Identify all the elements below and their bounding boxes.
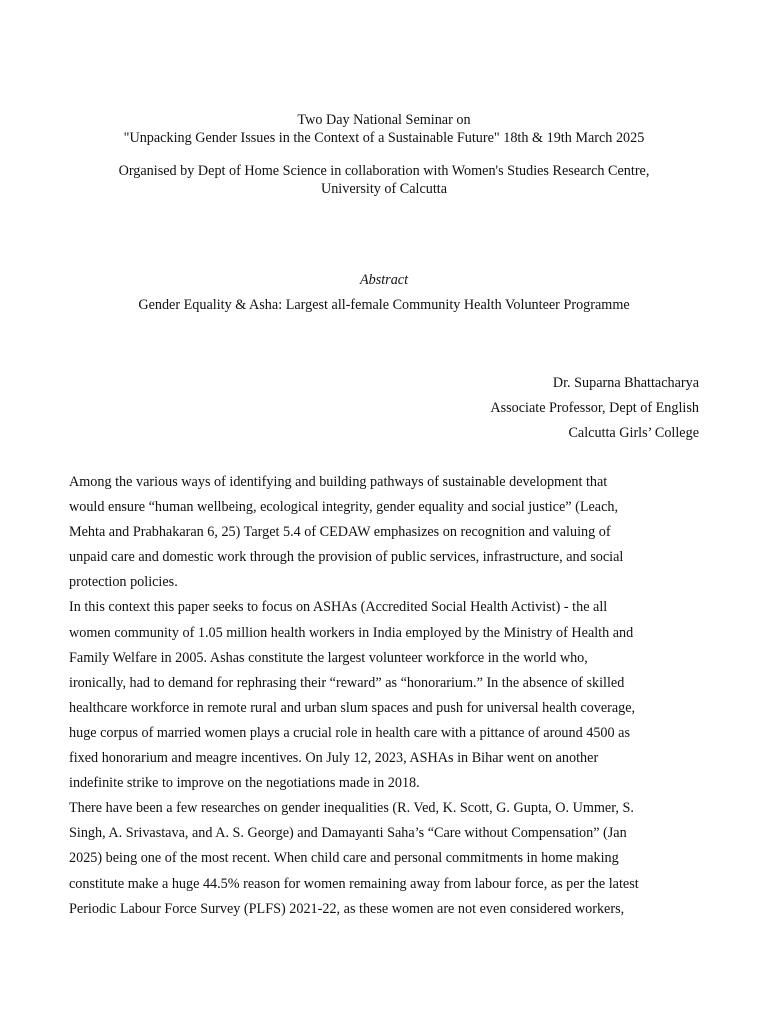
body-line: Mehta and Prabhakaran 6, 25) Target 5.4 of CEDAW emphasizes on recognition and valuing of <box>69 524 611 541</box>
author-block <box>490 371 699 446</box>
body-line: would ensure “human wellbeing, ecological integrity, gender equality and social justice” (Leach, <box>69 499 619 516</box>
body-line: women community of 1.05 million health workers in India employed by the Ministry of Health and <box>69 624 634 641</box>
author-name: Dr. Suparna Bhattacharya <box>552 375 699 391</box>
body-line: ironically, had to demand for rephrasing their “reward” as “honorarium.” In the absence of skilled <box>69 674 625 691</box>
organiser-line: Organised by Dept of Home Science in collaboration with Women's Studies Research Centre, <box>118 163 650 179</box>
abstract-title: Gender Equality & Asha: Largest all-female Community Health Volunteer Programme <box>138 297 630 313</box>
body-line: Among the various ways of identifying and building pathways of sustainable development that <box>69 474 608 490</box>
body-line: unpaid care and domestic work through the provision of public services, infrastructure, and social <box>69 549 624 566</box>
body-line: indefinite strike to improve on the negotiations made in 2018. <box>69 775 420 792</box>
seminar-header <box>40 111 728 147</box>
author-position: Associate Professor, Dept of English <box>490 400 699 416</box>
body-line: Periodic Labour Force Survey (PLFS) 2021-22, as these women are not even considered workers, <box>69 900 625 917</box>
seminar-theme-line: "Unpacking Gender Issues in the Context of a Sustainable Future" 18th & 19th March 2025 <box>123 130 645 146</box>
abstract-label: Abstract <box>359 272 409 288</box>
organiser-block <box>40 162 728 198</box>
body-line: There have been a few researches on gender inequalities (R. Ved, K. Scott, G. Gupta, O. Ummer, S. <box>69 800 634 817</box>
abstract-body <box>69 470 695 922</box>
body-line: healthcare workforce in remote rural and urban slum spaces and push for universal health coverage, <box>69 699 636 716</box>
body-line: Family Welfare in 2005. Ashas constitute the largest volunteer workforce in the world who, <box>69 649 588 666</box>
organiser-university: University of Calcutta <box>320 181 448 197</box>
seminar-title-line: Two Day National Seminar on <box>297 112 471 128</box>
body-line: protection policies. <box>69 574 178 591</box>
body-line: In this context this paper seeks to focus on ASHAs (Accredited Social Health Activist) - the all <box>69 599 608 616</box>
body-line: fixed honorarium and meagre incentives. On July 12, 2023, ASHAs in Bihar went on another <box>69 750 599 767</box>
author-institution: Calcutta Girls’ College <box>568 425 699 441</box>
body-line: constitute make a huge 44.5% reason for women remaining away from labour force, as per the latest <box>69 875 639 892</box>
body-line: huge corpus of married women plays a crucial role in health care with a pittance of around 4500 as <box>69 724 630 741</box>
body-line: 2025) being one of the most recent. When child care and personal commitments in home making <box>69 850 619 867</box>
body-line: Singh, A. Srivastava, and A. S. George) and Damayanti Saha’s “Care without Compensation” (Jan <box>69 825 627 842</box>
